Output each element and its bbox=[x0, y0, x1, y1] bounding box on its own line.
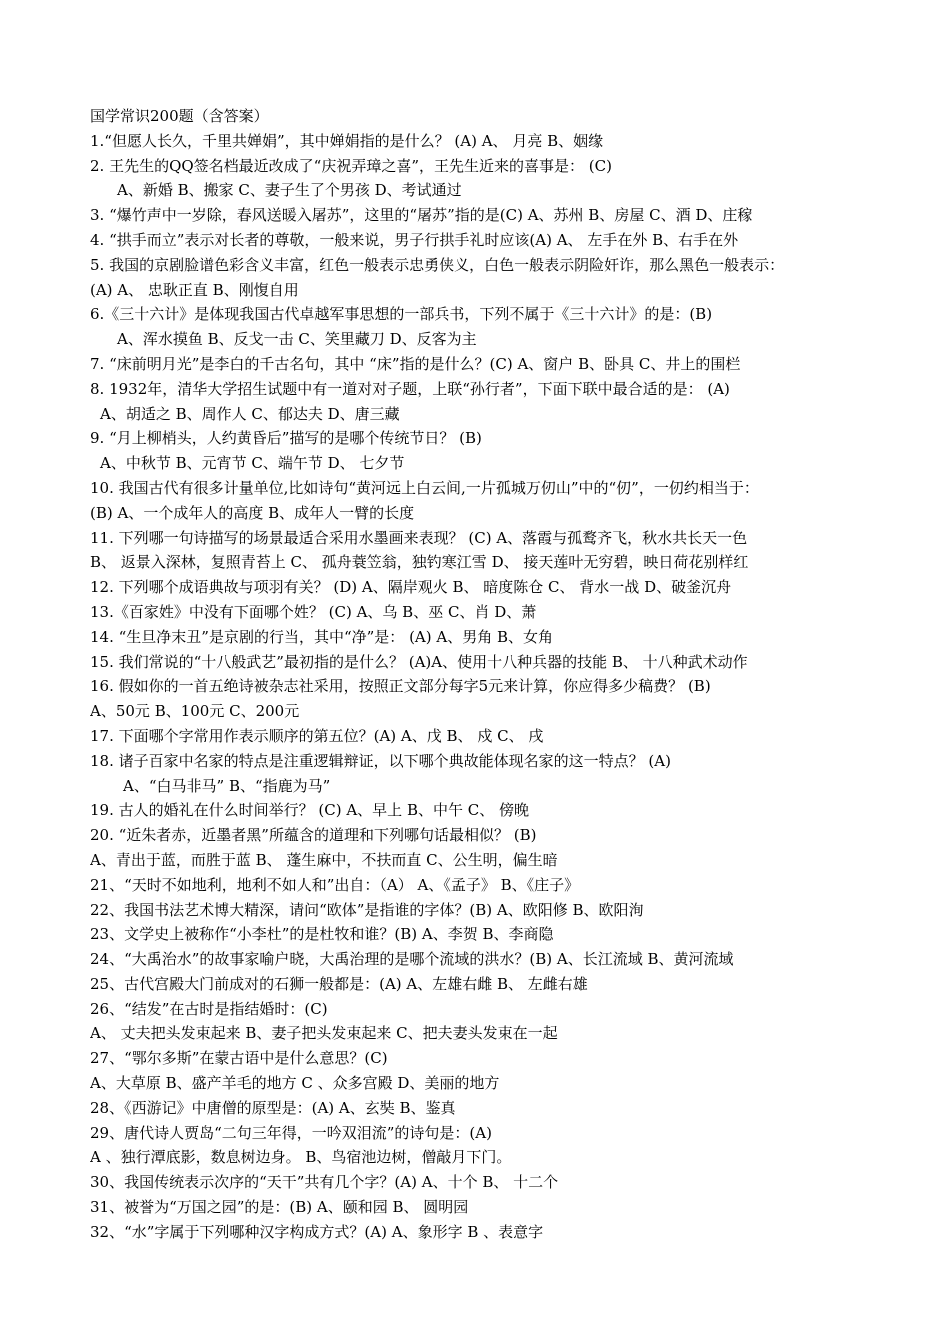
question-line: 9. “月上柳梢头，人约黄昏后”描写的是哪个传统节日？ (B) bbox=[90, 429, 482, 448]
question-line: 29、唐代诗人贾岛“二句三年得，一吟双泪流”的诗句是：(A) bbox=[90, 1123, 492, 1142]
question-line: (A) A、 忠耿正直 B、刚愎自用 bbox=[90, 280, 299, 299]
question-line: 5. 我国的京剧脸谱色彩含义丰富，红色一般表示忠勇侠义，白色一般表示阴险奸诈，那么黑色一般表示： bbox=[90, 255, 785, 274]
document-title: 国学常识200题（含答案） bbox=[90, 107, 269, 125]
question-line: A、新婚 B、搬家 C、妻子生了个男孩 D、考试通过 bbox=[117, 181, 462, 200]
question-line: 31、被誉为“万国之园”的是：(B) A、颐和园 B、 圆明园 bbox=[90, 1198, 469, 1217]
question-line: 10. 我国古代有很多计量单位,比如诗句“黄河远上白云间,一片孤城万仞山”中的“仞”，一仞约相当于： bbox=[90, 478, 759, 497]
question-line: 27、“鄂尔多斯”在蒙古语中是什么意思？(C) bbox=[90, 1049, 388, 1068]
question-line: 22、我国书法艺术博大精深，请问“欧体”是指谁的字体？(B) A、欧阳修 B、欧阳洵 bbox=[90, 900, 644, 919]
question-line: A、中秋节 B、元宵节 C、端午节 D、 七夕节 bbox=[100, 454, 405, 473]
question-line: 17. 下面哪个字常用作表示顺序的第五位？(A) A、戊 B、 戍 C、 戌 bbox=[90, 726, 544, 745]
question-line: B、 返景入深林，复照青苔上 C、 孤舟蓑笠翁，独钓寒江雪 D、 接天莲叶无穷碧，映日荷花别样红 bbox=[90, 553, 749, 572]
question-line: 12. 下列哪个成语典故与项羽有关？ (D) A、隔岸观火 B、 暗度陈仓 C、 背水一战 D、破釜沉舟 bbox=[90, 578, 732, 597]
question-line: 25、古代宫殿大门前成对的石狮一般都是：(A) A、左雄右雌 B、 左雌右雄 bbox=[90, 974, 588, 993]
question-line: 13.《百家姓》中没有下面哪个姓？ (C) A、乌 B、巫 C、肖 D、萧 bbox=[90, 602, 537, 621]
question-line: A、“白马非马” B、“指鹿为马” bbox=[123, 776, 331, 795]
question-line: (B) A、一个成年人的高度 B、成年人一臂的长度 bbox=[90, 503, 415, 522]
question-line: 3. “爆竹声中一岁除，春风送暖入屠苏”，这里的“屠苏”指的是(C) A、苏州 B、房屋 C、酒 D、庄稼 bbox=[90, 206, 753, 225]
question-line: 24、“大禹治水”的故事家喻户晓，大禹治理的是哪个流域的洪水？(B) A、长江流域 B、黄河流域 bbox=[90, 950, 734, 969]
question-list bbox=[90, 129, 920, 1245]
question-line: 16. 假如你的一首五绝诗被杂志社采用，按照正文部分每字5元来计算，你应得多少稿费？ (B) bbox=[90, 677, 711, 696]
question-line: 19. 古人的婚礼在什么时间举行？ (C) A、早上 B、中午 C、 傍晚 bbox=[90, 801, 529, 820]
question-line: 28、《西游记》中唐僧的原型是：(A) A、玄奘 B、鉴真 bbox=[90, 1098, 456, 1117]
question-line: 26、“结发”在古时是指结婚时：(C) bbox=[90, 999, 328, 1018]
question-line: 7. “床前明月光”是李白的千古名句，其中 “床”指的是什么？(C) A、窗户 B、卧具 C、井上的围栏 bbox=[90, 354, 741, 373]
question-line: A 、独行潭底影，数息树边身。 B、鸟宿池边树，僧敲月下门。 bbox=[90, 1148, 512, 1167]
question-line: 21、“天时不如地利，地利不如人和”出自：（A） A、《孟子》 B、《庄子》 bbox=[90, 875, 580, 894]
question-line: 1.“但愿人长久，千里共婵娟”，其中婵娟指的是什么？ (A) A、 月亮 B、姻缘 bbox=[90, 131, 604, 150]
question-line: A、大草原 B、盛产羊毛的地方 C 、众多宫殿 D、美丽的地方 bbox=[90, 1074, 500, 1093]
question-line: 15. 我们常说的“十八般武艺”最初指的是什么？ (A)A、使用十八种兵器的技能 B、 十八种武术动作 bbox=[90, 652, 748, 671]
question-line: A、浑水摸鱼 B、反戈一击 C、笑里藏刀 D、反客为主 bbox=[117, 330, 477, 349]
question-line: A、50元 B、100元 C、200元 bbox=[90, 702, 300, 721]
question-line: A、 丈夫把头发束起来 B、妻子把头发束起来 C、把夫妻头发束在一起 bbox=[90, 1024, 558, 1043]
question-line: 32、“水”字属于下列哪种汉字构成方式？(A) A、象形字 B 、表意字 bbox=[90, 1222, 544, 1241]
question-line: 6.《三十六计》是体现我国古代卓越军事思想的一部兵书，下列不属于《三十六计》的是：(B) bbox=[90, 305, 713, 324]
question-line: 4. “拱手而立”表示对长者的尊敬，一般来说，男子行拱手礼时应该(A) A、 左手在外 B、右手在外 bbox=[90, 230, 739, 249]
question-line: A、青出于蓝，而胜于蓝 B、 蓬生麻中，不扶而直 C、公生明，偏生暗 bbox=[90, 850, 558, 869]
question-line: 30、我国传统表示次序的“天干”共有几个字？(A) A、十个 B、 十二个 bbox=[90, 1173, 559, 1192]
question-line: 11. 下列哪一句诗描写的场景最适合采用水墨画来表现？ (C) A、落霞与孤鹜齐飞，秋水共长天一色 bbox=[90, 528, 748, 547]
question-line: 23、文学史上被称作“小李杜”的是杜牧和谁？(B) A、李贺 B、李商隐 bbox=[90, 925, 554, 944]
question-line: 14. “生旦净末丑”是京剧的行当，其中“净”是： (A) A、男角 B、女角 bbox=[90, 627, 553, 646]
question-line: A、胡适之 B、周作人 C、郁达夫 D、唐三藏 bbox=[100, 404, 400, 423]
question-line: 18. 诸子百家中名家的特点是注重逻辑辩证，以下哪个典故能体现名家的这一特点？ (A) bbox=[90, 751, 671, 770]
question-line: 8. 1932年，清华大学招生试题中有一道对对子题，上联“孙行者”，下面下联中最合适的是： (A) bbox=[90, 379, 730, 398]
question-line: 20. “近朱者赤，近墨者黑”所蕴含的道理和下列哪句话最相似？ (B) bbox=[90, 826, 537, 845]
question-line: 2. 王先生的QQ签名档最近改成了“庆祝弄璋之喜”，王先生近来的喜事是： (C) bbox=[90, 156, 612, 175]
